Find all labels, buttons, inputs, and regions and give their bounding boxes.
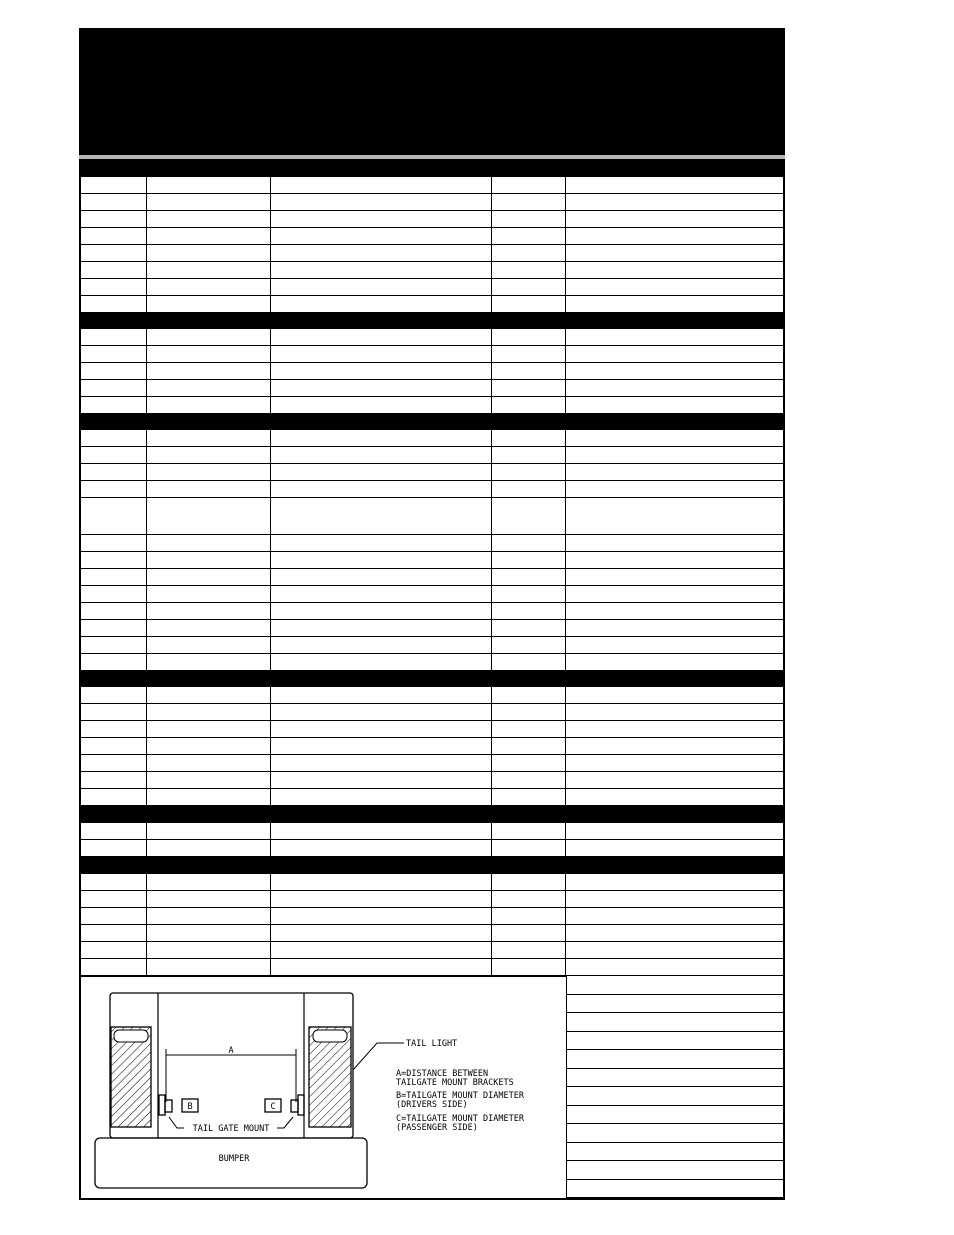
- section-header-bar: [81, 671, 783, 687]
- table-row: [81, 704, 783, 721]
- column-divider: [146, 329, 147, 414]
- column-divider: [270, 874, 271, 976]
- diagram-drawing: [81, 977, 567, 1199]
- table-row: [81, 296, 783, 313]
- table-row: [565, 1050, 783, 1069]
- table-row: [81, 397, 783, 414]
- table-row: [81, 430, 783, 447]
- table-row: [81, 211, 783, 228]
- table-row: [81, 942, 783, 959]
- marker-c-label: C: [270, 1102, 276, 1112]
- table-row: [81, 721, 783, 738]
- mount-bracket-right: [298, 1095, 304, 1115]
- table-row: [565, 1106, 783, 1125]
- table-row: [81, 552, 783, 569]
- column-divider: [270, 430, 271, 671]
- table-row: [81, 262, 783, 279]
- table-row: [81, 687, 783, 704]
- tailgate-diagram: [81, 976, 567, 1198]
- column-divider: [491, 430, 492, 671]
- column-divider: [270, 177, 271, 313]
- table-row: [81, 535, 783, 552]
- table-row: [565, 1161, 783, 1180]
- column-divider: [565, 823, 566, 857]
- table-row: [565, 1143, 783, 1162]
- table-row: [81, 738, 783, 755]
- tail-light-leader: [353, 1043, 404, 1070]
- table-row: [81, 329, 783, 346]
- column-divider: [491, 823, 492, 857]
- tail-gate-mount-label: TAIL GATE MOUNT: [192, 1124, 270, 1134]
- table-row: [81, 380, 783, 397]
- table-row: [565, 1032, 783, 1051]
- table-row: [81, 823, 783, 840]
- table-row: [81, 481, 783, 498]
- table-row: [81, 603, 783, 620]
- table-row: [81, 908, 783, 925]
- table-row: [81, 789, 783, 806]
- legend-c-line1: C=TAILGATE MOUNT DIAMETER: [396, 1114, 524, 1124]
- table-row: [81, 279, 783, 296]
- legend-b-line2: (DRIVERS SIDE): [396, 1100, 468, 1110]
- section-header-bar: [81, 414, 783, 430]
- section-header-bar: [81, 806, 783, 823]
- table-row: [81, 586, 783, 603]
- legend-a-line2: TAILGATE MOUNT BRACKETS: [396, 1078, 514, 1088]
- table-row: [565, 1013, 783, 1032]
- table-row: [81, 654, 783, 671]
- table-row: [81, 874, 783, 891]
- table-row: [81, 245, 783, 262]
- table-row: [81, 840, 783, 857]
- header-band: [79, 28, 785, 155]
- column-divider: [565, 687, 566, 806]
- table-row: [81, 346, 783, 363]
- table-row: [81, 959, 783, 976]
- table-row: [81, 925, 783, 942]
- column-divider: [565, 177, 566, 313]
- table-row: [565, 1124, 783, 1143]
- column-divider: [565, 430, 566, 671]
- mount-pin-right: [291, 1100, 298, 1112]
- table-row: [565, 1069, 783, 1088]
- tail-light-lens-left: [114, 1030, 148, 1042]
- table-row: [81, 772, 783, 789]
- mount-bracket-left: [159, 1095, 165, 1115]
- column-divider: [270, 823, 271, 857]
- table-row: [565, 995, 783, 1014]
- column-divider: [565, 329, 566, 414]
- marker-b-label: B: [187, 1102, 193, 1112]
- column-divider: [491, 874, 492, 976]
- legend-b-line1: B=TAILGATE MOUNT DIAMETER: [396, 1091, 524, 1101]
- bumper-label: BUMPER: [218, 1154, 250, 1164]
- column-divider: [270, 687, 271, 806]
- column-divider: [146, 874, 147, 976]
- column-divider: [491, 177, 492, 313]
- legend-c-line2: (PASSENGER SIDE): [396, 1123, 478, 1133]
- column-divider: [146, 430, 147, 671]
- table-row: [81, 464, 783, 481]
- table-row: [81, 620, 783, 637]
- table-row: [81, 363, 783, 380]
- table-row: [81, 447, 783, 464]
- section-header-bar: [81, 857, 783, 874]
- table-row: [565, 1180, 783, 1199]
- column-divider: [146, 823, 147, 857]
- column-divider: [146, 177, 147, 313]
- tail-gate-mount-leader-left: [169, 1117, 184, 1128]
- spec-sheet: [79, 28, 785, 1200]
- tail-light-lens-right: [313, 1030, 347, 1042]
- column-divider: [565, 874, 566, 976]
- table-row: [81, 755, 783, 772]
- application-table: [79, 159, 785, 1200]
- column-divider: [270, 329, 271, 414]
- table-row: [81, 569, 783, 586]
- dimension-a-label: A: [228, 1046, 234, 1056]
- section-header-bar: [81, 313, 783, 329]
- tail-gate-mount-leader-right: [277, 1117, 293, 1128]
- column-divider: [146, 687, 147, 806]
- table-row: [565, 976, 783, 995]
- table-row: [81, 637, 783, 654]
- section-header-bar: [81, 159, 783, 177]
- table-row: [565, 1087, 783, 1106]
- tail-light-label: TAIL LIGHT: [406, 1039, 458, 1049]
- table-row: [81, 498, 783, 535]
- table-row: [81, 194, 783, 211]
- column-divider: [491, 687, 492, 806]
- table-row: [81, 177, 783, 194]
- table-row: [81, 891, 783, 908]
- table-row: [81, 228, 783, 245]
- legend-a-line1: A=DISTANCE BETWEEN: [396, 1069, 489, 1079]
- column-divider: [491, 329, 492, 414]
